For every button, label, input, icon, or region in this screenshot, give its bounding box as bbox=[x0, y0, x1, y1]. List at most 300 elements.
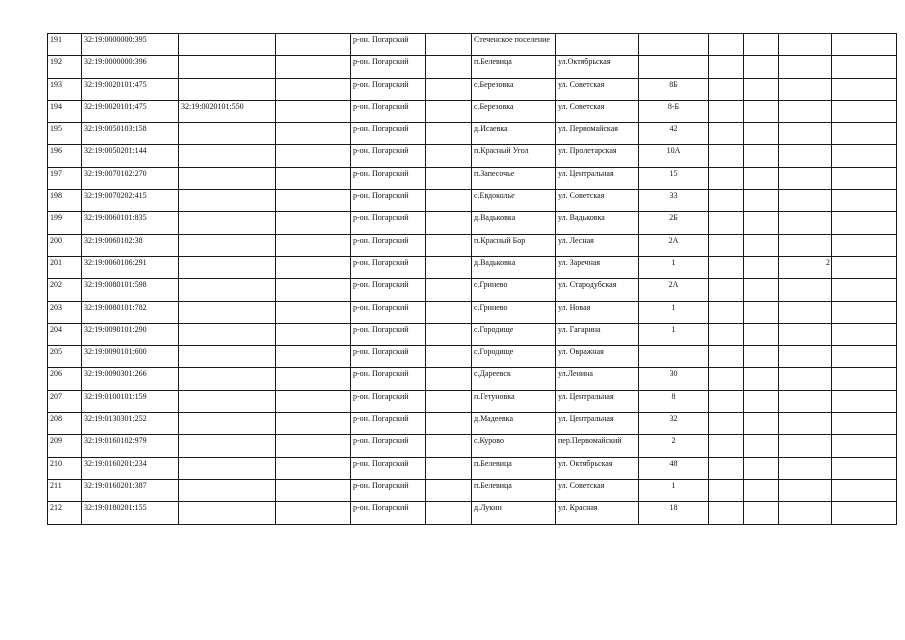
cadastral-number-cell: 32:19:0160102:979 bbox=[82, 435, 179, 457]
street-cell: ул. Советская bbox=[556, 78, 639, 100]
extra-cell bbox=[832, 34, 897, 56]
cadastral-number-cell: 32:19:0000000:396 bbox=[82, 56, 179, 78]
blank-cell bbox=[426, 301, 472, 323]
locality-cell: с.Березовка bbox=[472, 78, 556, 100]
blank-cell bbox=[426, 123, 472, 145]
extra-cell bbox=[744, 78, 779, 100]
row-number-cell: 193 bbox=[48, 78, 82, 100]
extra-cell bbox=[709, 390, 744, 412]
row-number-cell: 196 bbox=[48, 145, 82, 167]
locality-cell: с.Гринево bbox=[472, 301, 556, 323]
extra-cell bbox=[832, 123, 897, 145]
cadastral-number-cell: 32:19:0070102:270 bbox=[82, 167, 179, 189]
street-cell: ул. Гагарина bbox=[556, 323, 639, 345]
locality-cell: Стеченское поселение bbox=[472, 34, 556, 56]
related-cadastral-number-cell bbox=[179, 167, 276, 189]
blank-cell bbox=[426, 212, 472, 234]
extra-cell bbox=[832, 256, 897, 278]
blank-cell bbox=[426, 279, 472, 301]
extra-cell bbox=[709, 123, 744, 145]
house-number-cell: 15 bbox=[639, 167, 709, 189]
street-cell: ул. Советская bbox=[556, 100, 639, 122]
street-cell: ул. Пролетарская bbox=[556, 145, 639, 167]
house-number-cell bbox=[639, 56, 709, 78]
extra-cell bbox=[709, 234, 744, 256]
extra-cell bbox=[779, 502, 832, 524]
extra-cell bbox=[832, 279, 897, 301]
row-number-cell: 210 bbox=[48, 457, 82, 479]
house-number-cell: 2А bbox=[639, 234, 709, 256]
table-row bbox=[48, 457, 897, 479]
table-row bbox=[48, 502, 897, 524]
property-registry-table bbox=[47, 33, 897, 525]
table-row bbox=[48, 145, 897, 167]
street-cell: ул. Новая bbox=[556, 301, 639, 323]
row-number-cell: 203 bbox=[48, 301, 82, 323]
street-cell: ул. Вадьковка bbox=[556, 212, 639, 234]
street-cell: ул. Первомайская bbox=[556, 123, 639, 145]
extra-cell bbox=[832, 323, 897, 345]
house-number-cell bbox=[639, 346, 709, 368]
blank-cell bbox=[276, 346, 351, 368]
extra-cell bbox=[709, 502, 744, 524]
blank-cell bbox=[276, 279, 351, 301]
extra-cell bbox=[744, 123, 779, 145]
street-cell: ул. Октябрьская bbox=[556, 457, 639, 479]
district-cell: р-он. Погарский bbox=[351, 123, 426, 145]
house-number-cell: 8Б bbox=[639, 78, 709, 100]
row-number-cell: 207 bbox=[48, 390, 82, 412]
blank-cell bbox=[426, 346, 472, 368]
extra-cell bbox=[832, 100, 897, 122]
blank-cell bbox=[276, 323, 351, 345]
extra-cell bbox=[832, 368, 897, 390]
blank-cell bbox=[426, 435, 472, 457]
row-number-cell: 206 bbox=[48, 368, 82, 390]
extra-cell bbox=[709, 435, 744, 457]
cadastral-number-cell: 32:19:0080101:782 bbox=[82, 301, 179, 323]
street-cell: пер.Первомайский bbox=[556, 435, 639, 457]
blank-cell bbox=[276, 435, 351, 457]
related-cadastral-number-cell bbox=[179, 279, 276, 301]
house-number-cell: 8-Б bbox=[639, 100, 709, 122]
extra-cell bbox=[832, 234, 897, 256]
related-cadastral-number-cell bbox=[179, 190, 276, 212]
blank-cell bbox=[426, 234, 472, 256]
blank-cell bbox=[426, 413, 472, 435]
district-cell: р-он. Погарский bbox=[351, 256, 426, 278]
house-number-cell: 48 bbox=[639, 457, 709, 479]
row-number-cell: 205 bbox=[48, 346, 82, 368]
extra-cell bbox=[744, 457, 779, 479]
extra-cell bbox=[832, 502, 897, 524]
extra-cell bbox=[832, 145, 897, 167]
row-number-cell: 211 bbox=[48, 479, 82, 501]
extra-cell bbox=[709, 457, 744, 479]
cadastral-number-cell: 32:19:0160201:234 bbox=[82, 457, 179, 479]
blank-cell bbox=[276, 167, 351, 189]
related-cadastral-number-cell bbox=[179, 435, 276, 457]
extra-cell bbox=[744, 390, 779, 412]
blank-cell bbox=[276, 100, 351, 122]
extra-cell bbox=[832, 435, 897, 457]
related-cadastral-number-cell bbox=[179, 479, 276, 501]
locality-cell: с.Курово bbox=[472, 435, 556, 457]
street-cell: ул. Стародубская bbox=[556, 279, 639, 301]
row-number-cell: 201 bbox=[48, 256, 82, 278]
row-number-cell: 204 bbox=[48, 323, 82, 345]
extra-cell bbox=[779, 123, 832, 145]
cadastral-number-cell: 32:19:0020101:475 bbox=[82, 100, 179, 122]
extra-cell bbox=[709, 413, 744, 435]
cadastral-number-cell: 32:19:0000000:395 bbox=[82, 34, 179, 56]
locality-cell: с.Березовка bbox=[472, 100, 556, 122]
blank-cell bbox=[276, 145, 351, 167]
related-cadastral-number-cell bbox=[179, 145, 276, 167]
blank-cell bbox=[426, 457, 472, 479]
extra-cell bbox=[709, 100, 744, 122]
locality-cell: п.Красный Бор bbox=[472, 234, 556, 256]
extra-cell bbox=[709, 479, 744, 501]
extra-cell bbox=[744, 346, 779, 368]
blank-cell bbox=[276, 190, 351, 212]
cadastral-number-cell: 32:19:0160201:387 bbox=[82, 479, 179, 501]
house-number-cell: 30 bbox=[639, 368, 709, 390]
house-number-cell: 8 bbox=[639, 390, 709, 412]
row-number-cell: 191 bbox=[48, 34, 82, 56]
cadastral-number-cell: 32:19:0090301:266 bbox=[82, 368, 179, 390]
related-cadastral-number-cell bbox=[179, 123, 276, 145]
extra-cell bbox=[709, 190, 744, 212]
extra-cell bbox=[709, 56, 744, 78]
related-cadastral-number-cell bbox=[179, 256, 276, 278]
table-row bbox=[48, 479, 897, 501]
house-number-cell: 1 bbox=[639, 301, 709, 323]
blank-cell bbox=[426, 479, 472, 501]
extra-cell bbox=[832, 346, 897, 368]
district-cell: р-он. Погарский bbox=[351, 301, 426, 323]
row-number-cell: 192 bbox=[48, 56, 82, 78]
street-cell: ул. Красная bbox=[556, 502, 639, 524]
related-cadastral-number-cell: 32:19:0020101:550 bbox=[179, 100, 276, 122]
table-row bbox=[48, 368, 897, 390]
extra-cell bbox=[709, 346, 744, 368]
locality-cell: п.Белевица bbox=[472, 56, 556, 78]
house-number-cell: 32 bbox=[639, 413, 709, 435]
table-row bbox=[48, 212, 897, 234]
extra-cell bbox=[744, 435, 779, 457]
related-cadastral-number-cell bbox=[179, 323, 276, 345]
extra-cell bbox=[779, 457, 832, 479]
extra-cell bbox=[779, 56, 832, 78]
district-cell: р-он. Погарский bbox=[351, 167, 426, 189]
extra-cell bbox=[709, 323, 744, 345]
extra-cell bbox=[779, 346, 832, 368]
house-number-cell: 42 bbox=[639, 123, 709, 145]
district-cell: р-он. Погарский bbox=[351, 346, 426, 368]
extra-cell bbox=[744, 479, 779, 501]
extra-cell bbox=[779, 212, 832, 234]
extra-cell bbox=[744, 56, 779, 78]
locality-cell: с.Городище bbox=[472, 323, 556, 345]
extra-cell bbox=[779, 479, 832, 501]
extra-cell bbox=[744, 212, 779, 234]
extra-cell bbox=[744, 368, 779, 390]
table-row bbox=[48, 190, 897, 212]
extra-cell bbox=[832, 212, 897, 234]
blank-cell bbox=[276, 390, 351, 412]
related-cadastral-number-cell bbox=[179, 502, 276, 524]
extra-cell bbox=[744, 145, 779, 167]
blank-cell bbox=[276, 368, 351, 390]
related-cadastral-number-cell bbox=[179, 413, 276, 435]
district-cell: р-он. Погарский bbox=[351, 368, 426, 390]
cadastral-number-cell: 32:19:0060101:835 bbox=[82, 212, 179, 234]
district-cell: р-он. Погарский bbox=[351, 502, 426, 524]
blank-cell bbox=[426, 34, 472, 56]
extra-cell bbox=[779, 301, 832, 323]
district-cell: р-он. Погарский bbox=[351, 323, 426, 345]
district-cell: р-он. Погарский bbox=[351, 279, 426, 301]
extra-cell bbox=[744, 34, 779, 56]
locality-cell: д.Вадьковка bbox=[472, 256, 556, 278]
district-cell: р-он. Погарский bbox=[351, 457, 426, 479]
cadastral-number-cell: 32:19:0070202:415 bbox=[82, 190, 179, 212]
locality-cell: с.Гринево bbox=[472, 279, 556, 301]
cadastral-number-cell: 32:19:0130301:252 bbox=[82, 413, 179, 435]
extra-cell bbox=[832, 479, 897, 501]
extra-cell bbox=[779, 167, 832, 189]
extra-cell bbox=[779, 413, 832, 435]
blank-cell bbox=[426, 323, 472, 345]
street-cell: ул. Советская bbox=[556, 190, 639, 212]
blank-cell bbox=[276, 502, 351, 524]
extra-cell bbox=[832, 190, 897, 212]
related-cadastral-number-cell bbox=[179, 346, 276, 368]
row-number-cell: 208 bbox=[48, 413, 82, 435]
district-cell: р-он. Погарский bbox=[351, 34, 426, 56]
cadastral-number-cell: 32:19:0090101:290 bbox=[82, 323, 179, 345]
locality-cell: с.Дареевск bbox=[472, 368, 556, 390]
related-cadastral-number-cell bbox=[179, 368, 276, 390]
district-cell: р-он. Погарский bbox=[351, 78, 426, 100]
blank-cell bbox=[426, 78, 472, 100]
table-row bbox=[48, 100, 897, 122]
blank-cell bbox=[276, 301, 351, 323]
street-cell: ул. Центральная bbox=[556, 167, 639, 189]
extra-cell bbox=[744, 256, 779, 278]
table-row bbox=[48, 390, 897, 412]
district-cell: р-он. Погарский bbox=[351, 390, 426, 412]
street-cell: ул. Заречная bbox=[556, 256, 639, 278]
row-number-cell: 195 bbox=[48, 123, 82, 145]
extra-cell bbox=[744, 279, 779, 301]
locality-cell: д.Вадьковка bbox=[472, 212, 556, 234]
district-cell: р-он. Погарский bbox=[351, 413, 426, 435]
cadastral-number-cell: 32:19:0090101:600 bbox=[82, 346, 179, 368]
house-number-cell: 33 bbox=[639, 190, 709, 212]
extra-cell bbox=[779, 390, 832, 412]
cadastral-number-cell: 32:19:0020101:475 bbox=[82, 78, 179, 100]
blank-cell bbox=[276, 212, 351, 234]
extra-cell bbox=[832, 413, 897, 435]
blank-cell bbox=[426, 256, 472, 278]
cadastral-number-cell: 32:19:0060102:38 bbox=[82, 234, 179, 256]
district-cell: р-он. Погарский bbox=[351, 234, 426, 256]
row-number-cell: 200 bbox=[48, 234, 82, 256]
extra-cell bbox=[744, 234, 779, 256]
house-number-cell: 2Б bbox=[639, 212, 709, 234]
table-row bbox=[48, 413, 897, 435]
blank-cell bbox=[276, 457, 351, 479]
house-number-cell: 10А bbox=[639, 145, 709, 167]
extra-cell bbox=[779, 34, 832, 56]
extra-cell bbox=[744, 190, 779, 212]
blank-cell bbox=[276, 78, 351, 100]
locality-cell: д.Лукин bbox=[472, 502, 556, 524]
extra-cell bbox=[709, 279, 744, 301]
table-row bbox=[48, 301, 897, 323]
street-cell: ул. Лесная bbox=[556, 234, 639, 256]
extra-cell bbox=[744, 301, 779, 323]
district-cell: р-он. Погарский bbox=[351, 190, 426, 212]
house-number-cell: 1 bbox=[639, 479, 709, 501]
extra-cell bbox=[709, 368, 744, 390]
blank-cell bbox=[276, 413, 351, 435]
extra-cell bbox=[779, 100, 832, 122]
extra-cell bbox=[832, 457, 897, 479]
extra-cell bbox=[744, 167, 779, 189]
extra-cell bbox=[709, 78, 744, 100]
blank-cell bbox=[276, 479, 351, 501]
row-number-cell: 199 bbox=[48, 212, 82, 234]
row-number-cell: 209 bbox=[48, 435, 82, 457]
cadastral-number-cell: 32:19:0050103:158 bbox=[82, 123, 179, 145]
locality-cell: п.Красный Угол bbox=[472, 145, 556, 167]
extra-cell bbox=[779, 145, 832, 167]
table-row bbox=[48, 346, 897, 368]
locality-cell: п.Гетуновка bbox=[472, 390, 556, 412]
house-number-cell: 1 bbox=[639, 323, 709, 345]
street-cell bbox=[556, 34, 639, 56]
related-cadastral-number-cell bbox=[179, 301, 276, 323]
extra-cell bbox=[779, 435, 832, 457]
related-cadastral-number-cell bbox=[179, 234, 276, 256]
row-number-cell: 202 bbox=[48, 279, 82, 301]
blank-cell bbox=[426, 190, 472, 212]
street-cell: ул. Центральная bbox=[556, 413, 639, 435]
row-number-cell: 194 bbox=[48, 100, 82, 122]
house-number-cell: 18 bbox=[639, 502, 709, 524]
house-number-cell: 2А bbox=[639, 279, 709, 301]
related-cadastral-number-cell bbox=[179, 457, 276, 479]
table-row bbox=[48, 34, 897, 56]
blank-cell bbox=[426, 502, 472, 524]
district-cell: р-он. Погарский bbox=[351, 145, 426, 167]
table-row bbox=[48, 279, 897, 301]
extra-cell bbox=[709, 301, 744, 323]
locality-cell: п.Белевица bbox=[472, 479, 556, 501]
street-cell: ул. Овражная bbox=[556, 346, 639, 368]
blank-cell bbox=[426, 56, 472, 78]
district-cell: р-он. Погарский bbox=[351, 212, 426, 234]
blank-cell bbox=[426, 390, 472, 412]
street-cell: ул.Октябрьская bbox=[556, 56, 639, 78]
table-row bbox=[48, 167, 897, 189]
extra-cell bbox=[832, 390, 897, 412]
street-cell: ул. Центральная bbox=[556, 390, 639, 412]
house-number-cell: 1 bbox=[639, 256, 709, 278]
locality-cell: п.Запесочье bbox=[472, 167, 556, 189]
cadastral-number-cell: 32:19:0080101:598 bbox=[82, 279, 179, 301]
extra-cell bbox=[779, 78, 832, 100]
cadastral-number-cell: 32:19:0060106:291 bbox=[82, 256, 179, 278]
registry-body bbox=[48, 34, 897, 525]
street-cell: ул.Ленина bbox=[556, 368, 639, 390]
district-cell: р-он. Погарский bbox=[351, 435, 426, 457]
locality-cell: с.Евдоколье bbox=[472, 190, 556, 212]
blank-cell bbox=[276, 234, 351, 256]
row-number-cell: 198 bbox=[48, 190, 82, 212]
street-cell: ул. Советская bbox=[556, 479, 639, 501]
extra-cell bbox=[744, 100, 779, 122]
extra-cell bbox=[709, 145, 744, 167]
related-cadastral-number-cell bbox=[179, 390, 276, 412]
extra-cell bbox=[779, 190, 832, 212]
blank-cell bbox=[426, 145, 472, 167]
table-row bbox=[48, 123, 897, 145]
row-number-cell: 197 bbox=[48, 167, 82, 189]
extra-cell bbox=[744, 413, 779, 435]
district-cell: р-он. Погарский bbox=[351, 100, 426, 122]
locality-cell: д.Исаевка bbox=[472, 123, 556, 145]
table-row bbox=[48, 435, 897, 457]
extra-cell bbox=[779, 279, 832, 301]
extra-cell bbox=[832, 301, 897, 323]
related-cadastral-number-cell bbox=[179, 212, 276, 234]
table-row bbox=[48, 323, 897, 345]
extra-cell bbox=[832, 167, 897, 189]
blank-cell bbox=[276, 256, 351, 278]
table-row bbox=[48, 56, 897, 78]
house-number-cell: 2 bbox=[639, 435, 709, 457]
extra-cell bbox=[832, 78, 897, 100]
district-cell: р-он. Погарский bbox=[351, 56, 426, 78]
cadastral-number-cell: 32:19:0050201:144 bbox=[82, 145, 179, 167]
related-cadastral-number-cell bbox=[179, 56, 276, 78]
district-cell: р-он. Погарский bbox=[351, 479, 426, 501]
row-number-cell: 212 bbox=[48, 502, 82, 524]
house-number-cell bbox=[639, 34, 709, 56]
extra-cell: 2 bbox=[779, 256, 832, 278]
extra-cell bbox=[779, 368, 832, 390]
extra-cell bbox=[832, 56, 897, 78]
locality-cell: с.Городище bbox=[472, 346, 556, 368]
blank-cell bbox=[426, 167, 472, 189]
blank-cell bbox=[426, 368, 472, 390]
table-row bbox=[48, 256, 897, 278]
blank-cell bbox=[276, 56, 351, 78]
extra-cell bbox=[709, 212, 744, 234]
extra-cell bbox=[709, 167, 744, 189]
cadastral-number-cell: 32:19:0100101:159 bbox=[82, 390, 179, 412]
blank-cell bbox=[426, 100, 472, 122]
table-row bbox=[48, 78, 897, 100]
blank-cell bbox=[276, 34, 351, 56]
table-row bbox=[48, 234, 897, 256]
locality-cell: п.Белевица bbox=[472, 457, 556, 479]
extra-cell bbox=[779, 323, 832, 345]
